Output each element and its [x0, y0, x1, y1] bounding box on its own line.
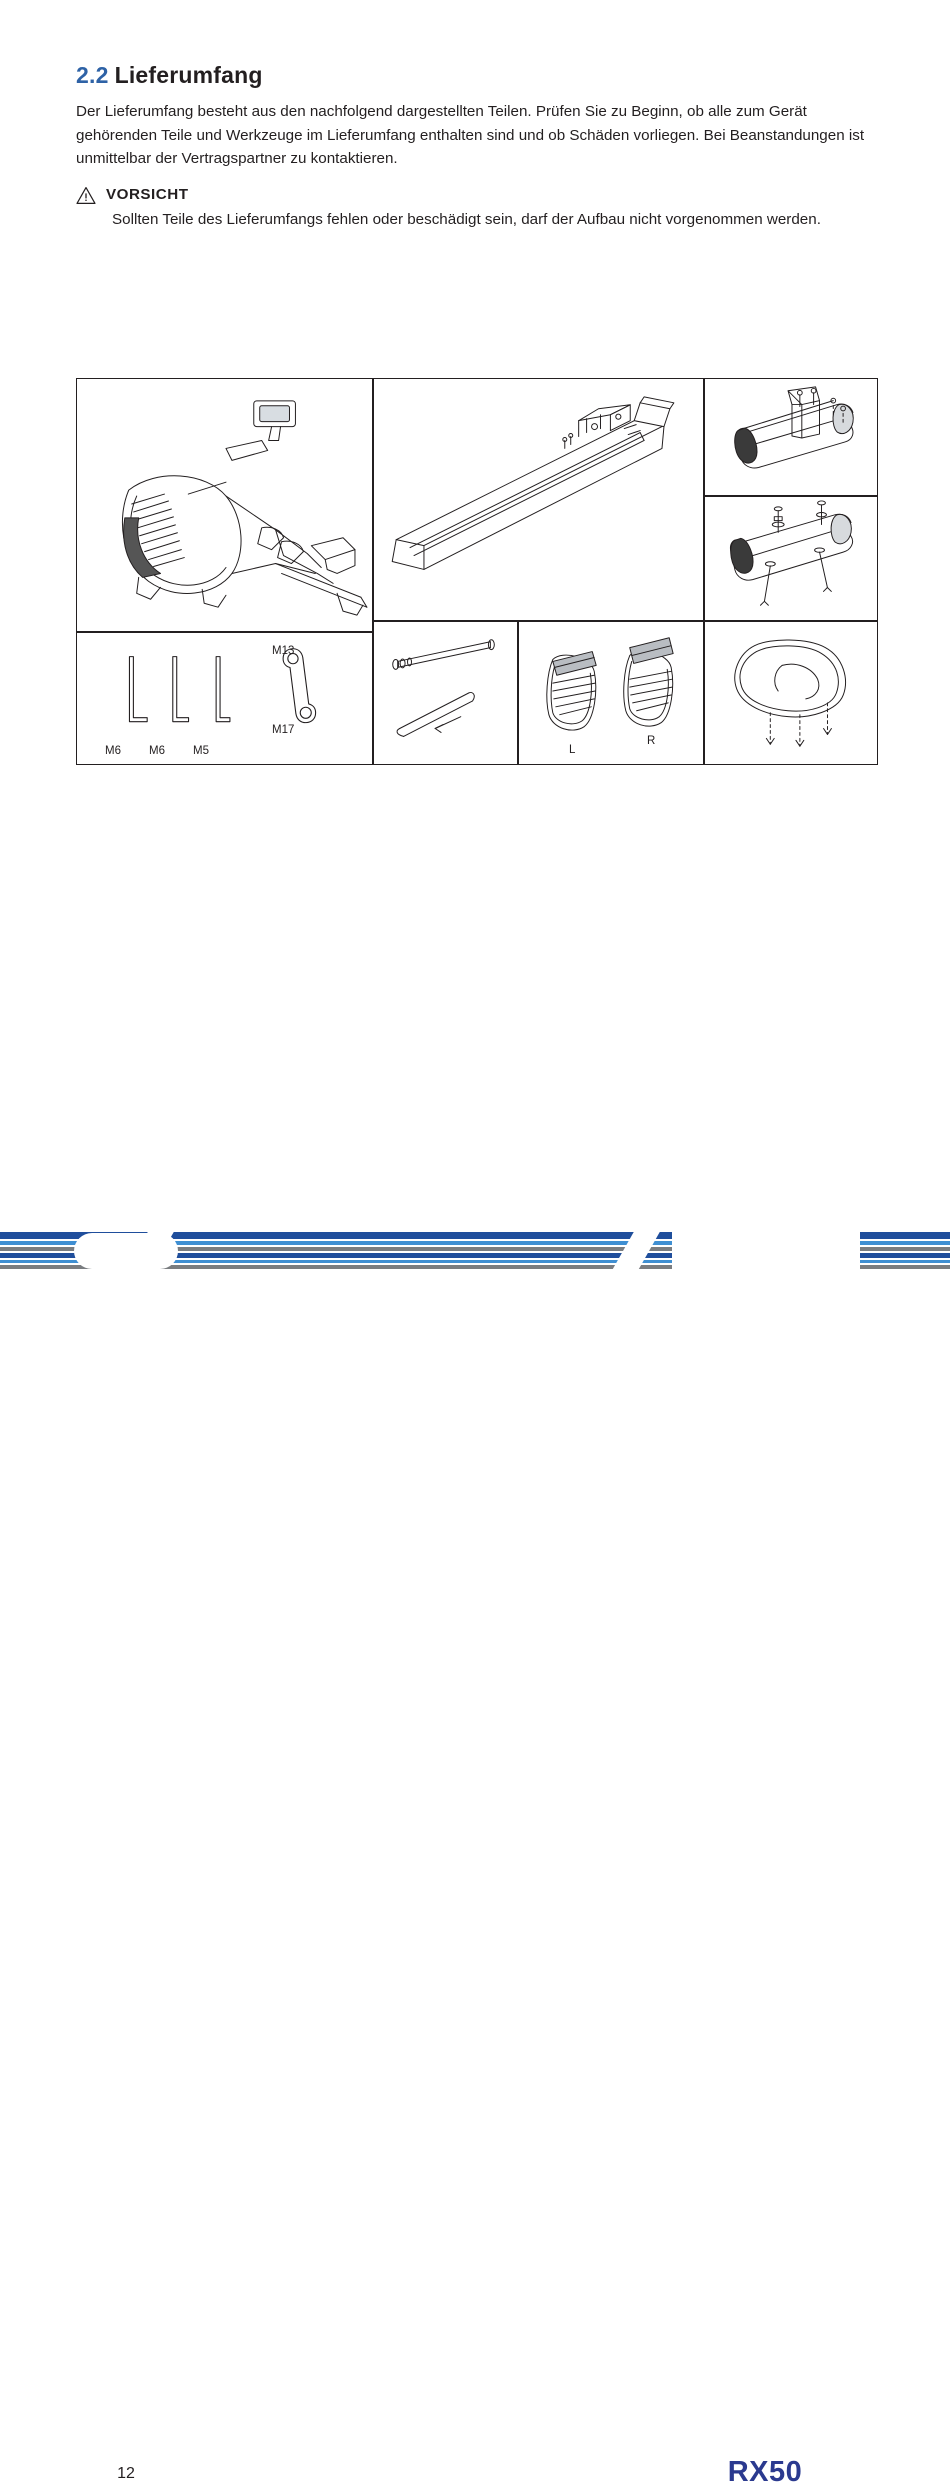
- caution-header: [76, 185, 886, 205]
- caution-text: Sollten Teile des Lieferumfangs fehlen oder beschädigt sein, darf der Aufbau nicht vorgenommen werden.: [112, 211, 821, 228]
- pedal-label-right: R: [647, 735, 656, 747]
- front-stabilizer-illustration: [704, 378, 878, 496]
- page-footer: [0, 1228, 950, 2488]
- caution-block: [76, 185, 886, 232]
- rail-illustration: [373, 378, 704, 621]
- page-title: [76, 62, 263, 89]
- tool-label-m17: M17: [272, 724, 295, 736]
- tool-label-m13: M13: [272, 645, 295, 657]
- rear-stabilizer-illustration: [704, 496, 878, 621]
- tool-label-m6-a: M6: [105, 745, 121, 757]
- intro-paragraph: Der Lieferumfang besteht aus den nachfolgend dargestellten Teilen. Prüfen Sie zu Beginn, ob alle zum Gerät gehörenden Teile und Werkzeuge im Lieferumfang enthalten sind und ob Schäden vorliegen. Bei Beanstandungen ist unmittelbar der Vertragspartner zu kontaktieren.: [76, 103, 865, 167]
- section-title: Lieferumfang: [114, 62, 263, 88]
- handle-bar-illustration: [373, 621, 518, 765]
- rowing-machine-illustration: [76, 378, 373, 632]
- pedals-illustration: [518, 621, 704, 765]
- tool-label-m5: M5: [193, 745, 209, 757]
- section-number: 2.2: [76, 62, 109, 88]
- model-name: RX50: [727, 2456, 803, 2488]
- parts-figure: [76, 378, 878, 765]
- caution-title: VORSICHT: [106, 186, 189, 203]
- tool-label-m6-b: M6: [149, 745, 165, 757]
- page-number: 12: [117, 2465, 135, 2482]
- pedal-label-left: L: [569, 744, 576, 756]
- warning-triangle-icon: [76, 186, 96, 205]
- tools-illustration: [76, 632, 373, 765]
- seat-illustration: [704, 621, 878, 765]
